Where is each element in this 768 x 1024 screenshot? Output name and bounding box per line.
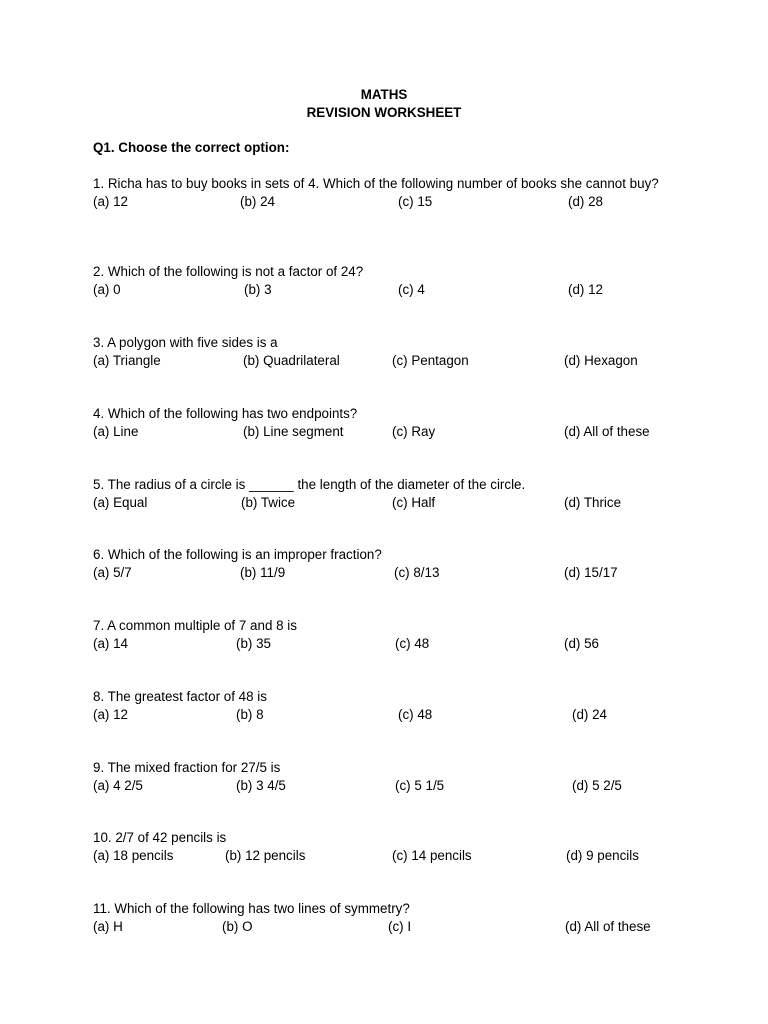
option-b: (b) Line segment — [243, 423, 344, 439]
option-a: (a) 4 2/5 — [93, 777, 143, 793]
option-d: (d) 56 — [564, 635, 599, 651]
option-c: (c) Ray — [392, 423, 436, 439]
option-d: (d) 15/17 — [564, 564, 618, 580]
question-text: 2. Which of the following is not a factor of 24? — [93, 264, 364, 279]
option-b: (b) 3 — [244, 281, 272, 297]
option-a: (a) H — [93, 918, 123, 934]
option-d: (d) 12 — [568, 281, 603, 297]
question-text: 5. The radius of a circle is ______ the length of the diameter of the circle. — [93, 477, 526, 492]
question-4 — [93, 405, 683, 440]
option-b: (b) 12 pencils — [225, 847, 306, 863]
options-row — [93, 564, 683, 582]
option-a: (a) 0 — [93, 281, 121, 297]
options-row — [93, 635, 683, 653]
option-c: (c) 5 1/5 — [395, 777, 445, 793]
question-2 — [93, 263, 683, 298]
option-b: (b) 35 — [236, 635, 271, 651]
option-c: (c) 48 — [395, 635, 430, 651]
question-text: 1. Richa has to buy books in sets of 4. Which of the following number of books she cannot buy? — [93, 176, 659, 191]
question-text: 8. The greatest factor of 48 is — [93, 689, 267, 704]
option-b: (b) 24 — [240, 193, 275, 209]
options-row — [93, 423, 683, 441]
question-5 — [93, 476, 683, 511]
option-c: (c) 14 pencils — [392, 847, 472, 863]
option-d: (d) All of these — [565, 918, 651, 934]
option-d: (d) Hexagon — [564, 352, 638, 368]
option-a: (a) 12 — [93, 193, 128, 209]
question-text: 4. Which of the following has two endpoints? — [93, 406, 358, 421]
option-b: (b) Twice — [241, 494, 296, 510]
option-c: (c) Pentagon — [392, 352, 469, 368]
question-text: 7. A common multiple of 7 and 8 is — [93, 618, 297, 633]
question-8 — [93, 688, 683, 723]
question-9 — [93, 759, 683, 794]
options-row — [93, 918, 683, 936]
option-a: (a) Line — [93, 423, 139, 439]
option-c: (c) 15 — [398, 193, 433, 209]
option-b: (b) 3 4/5 — [236, 777, 286, 793]
option-d: (d) 9 pencils — [566, 847, 639, 863]
options-row — [93, 352, 683, 370]
question-6 — [93, 546, 683, 581]
option-c: (c) 48 — [398, 706, 433, 722]
question-10 — [93, 829, 683, 864]
option-d: (d) 28 — [568, 193, 603, 209]
options-row — [93, 706, 683, 724]
option-a: (a) Triangle — [93, 352, 161, 368]
option-d: (d) 5 2/5 — [572, 777, 622, 793]
option-c: (c) I — [388, 918, 412, 934]
option-a: (a) 14 — [93, 635, 128, 651]
worksheet-title: REVISION WORKSHEET — [306, 105, 462, 120]
option-a: (a) 18 pencils — [93, 847, 174, 863]
options-row — [93, 281, 683, 299]
option-c: (c) Half — [392, 494, 436, 510]
option-d: (d) 24 — [572, 706, 607, 722]
question-text: 10. 2/7 of 42 pencils is — [93, 830, 227, 845]
options-row — [93, 193, 683, 211]
option-b: (b) 11/9 — [240, 564, 286, 580]
question-1 — [93, 175, 683, 210]
option-a: (a) 12 — [93, 706, 128, 722]
question-7 — [93, 617, 683, 652]
question-11 — [93, 900, 683, 935]
option-d: (d) All of these — [564, 423, 650, 439]
option-c: (c) 8/13 — [394, 564, 440, 580]
options-row — [93, 494, 683, 512]
options-row — [93, 777, 683, 795]
option-b: (b) 8 — [236, 706, 264, 722]
option-c: (c) 4 — [398, 281, 425, 297]
question-3 — [93, 334, 683, 369]
option-b: (b) O — [222, 918, 253, 934]
option-b: (b) Quadrilateral — [243, 352, 340, 368]
subject-title: MATHS — [360, 87, 408, 102]
question-text: 6. Which of the following is an improper fraction? — [93, 547, 382, 562]
section-heading: Q1. Choose the correct option: — [93, 140, 290, 155]
option-a: (a) Equal — [93, 494, 148, 510]
question-text: 11. Which of the following has two lines of symmetry? — [93, 901, 410, 916]
option-d: (d) Thrice — [564, 494, 622, 510]
question-text: 3. A polygon with five sides is a — [93, 335, 278, 350]
options-row — [93, 847, 683, 865]
question-text: 9. The mixed fraction for 27/5 is — [93, 760, 281, 775]
option-a: (a) 5/7 — [93, 564, 132, 580]
